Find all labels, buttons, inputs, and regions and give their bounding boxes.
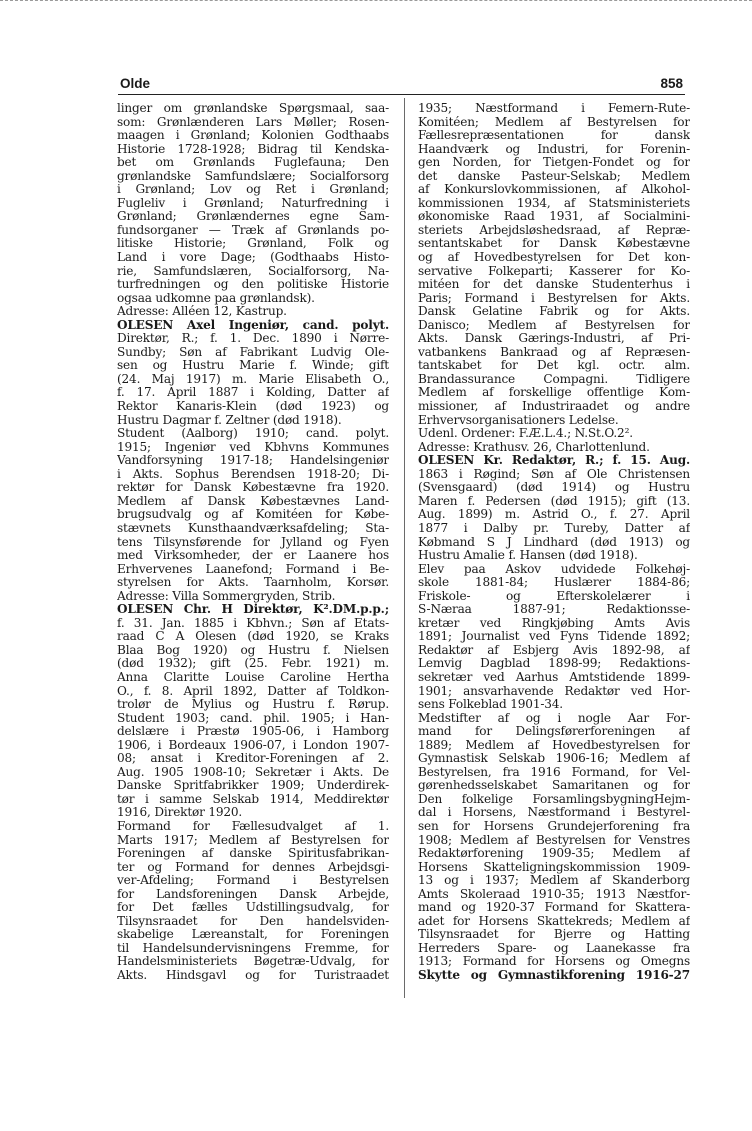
text-line: Elev paa Askov udvidede Folkehøj- [418, 562, 690, 576]
text-line: Akts. Hindsgavl og for Turistraadet [117, 969, 389, 982]
text-line: Redaktørforening 1909-35; Medlem af [418, 847, 690, 861]
text-line: skole 1881-84; Huslærer 1884-86; [418, 576, 690, 590]
text-line: tens Tilsynsførende for Jylland og Fyen [117, 535, 389, 549]
text-line: OLESEN Chr. H Direktør, K².DM.p.p.; [117, 603, 389, 617]
text-line: (24. Maj 1917) m. Marie Elisabeth O., [117, 372, 389, 386]
text-line: missioner, af Industriraadet og andre [418, 400, 690, 414]
page-number: 858 [660, 76, 683, 91]
text-line: Tilsynsraadet for Den handelsviden- [117, 914, 389, 928]
text-line: Grønland; Grønlændernes egne Sam- [117, 210, 389, 224]
text-line: sens Folkeblad 1901-34. [418, 698, 563, 712]
text-line: Erhvervsorganisationers Ledelse. [418, 413, 619, 427]
text-line: 1891; Journalist ved Fyns Tidende 1892; [418, 630, 690, 644]
text-line: som: Grønlænderen Lars Møller; Rosen- [117, 115, 389, 129]
text-line: ter og Formand for dennes Arbejdsgi- [117, 860, 389, 874]
text-line: (død 1932); gift (25. Febr. 1921) m. [117, 657, 389, 671]
text-line: Akts. Dansk Gærings-Industri, af Pri- [418, 332, 690, 346]
text-line: Komitéen; Medlem af Bestyrelsen for [418, 115, 690, 129]
text-line: Anna Claritte Louise Caroline Hertha [117, 670, 389, 684]
text-line: 08; ansat i Kreditor-Foreningen af 2. [117, 752, 389, 766]
text-line: Formand for Fællesudvalget af 1. [117, 819, 389, 833]
text-line: Tilsynsraadet for Bjerre og Hatting [418, 928, 690, 942]
text-line: i Grønland; Lov og Ret i Grønland; [117, 183, 389, 197]
text-line: Bestyrelsen, fra 1916 Formand, for Vel- [418, 765, 690, 779]
text-line: O., f. 8. April 1892, Datter af Toldkon- [117, 684, 389, 698]
text-line: adet for Horsens Skattekreds; Medlem af [418, 914, 690, 928]
text-line: 1863 i Røgind; Søn af Ole Christensen [418, 467, 690, 481]
text-line: Student (Aalborg) 1910; cand. polyt. [117, 427, 389, 441]
text-line: Foreningen af danske Spiritusfabrikan- [117, 847, 389, 861]
text-line: 1877 i Dalby pr. Tureby, Datter af [418, 521, 690, 535]
text-line: Aug. 1899) m. Astrid O., f. 27. April [418, 508, 690, 522]
text-line: Sundby; Søn af Fabrikant Ludvig Ole- [117, 345, 389, 359]
text-line: Medlem af forskellige offentlige Kom- [418, 386, 690, 400]
text-line: Vandforsyning 1917-18; Handelsingeniør [117, 454, 389, 468]
text-line: stævnets Kunsthaandværksafdeling; Sta- [117, 521, 389, 535]
text-line: brugsudvalg og af Komitéen for Købe- [117, 508, 389, 522]
text-line: Udenl. Ordener: F.Æ.L.4.; N.St.O.2². [418, 427, 633, 441]
text-line: 1889; Medlem af Hovedbestyrelsen for [418, 738, 690, 752]
left-text-column [117, 102, 389, 1127]
text-line: 1935; Næstformand i Femern-Rute- [418, 102, 690, 115]
text-line: Brandassurance Compagni. Tidligere [418, 372, 690, 386]
text-line: (Svensgaard) (død 1914) og Hustru [418, 481, 690, 495]
column-divider [404, 98, 405, 998]
text-line: for Det fælles Udstillingsudvalg, for [117, 901, 389, 915]
text-line: til Handelsundervisningens Fremme, for [117, 941, 389, 955]
text-line: Skytte og Gymnastikforening 1916-27 [418, 969, 690, 982]
text-line: mand for Delingsførerforeningen af [418, 725, 690, 739]
text-line: S-Næraa 1887-91; Redaktionsse- [418, 603, 690, 617]
text-line: Dansk Gelatine Fabrik og for Akts. [418, 305, 690, 319]
text-line: rektør for Dansk Købestævne fra 1920. [117, 481, 389, 495]
text-line: 1906, i Bordeaux 1906-07, i London 1907- [117, 738, 389, 752]
text-line: Adresse: Villa Sommergryden, Strib. [117, 589, 336, 603]
text-line: tør i samme Selskab 1914, Meddirektør [117, 792, 389, 806]
text-line: vatbankens Bankraad og af Repræsen- [418, 345, 690, 359]
text-line: Handelsministeriets Bøgetræ-Udvalg, for [117, 955, 389, 969]
text-line: fundsorganer — Træk af Grønlands po- [117, 223, 389, 237]
text-line: 1913; Formand for Horsens og Omegns [418, 955, 690, 969]
text-line: f. 31. Jan. 1885 i Kbhvn.; Søn af Etats- [117, 616, 389, 630]
text-line: med Virksomheder, der er Laanere hos [117, 549, 389, 563]
text-line: servative Folkeparti; Kasserer for Ko- [418, 264, 690, 278]
text-line: Amts Skoleraad 1910-35; 1913 Næstfor- [418, 887, 690, 901]
text-line: maagen i Grønland; Kolonien Godthaabs [117, 129, 389, 143]
text-line: delslære i Præstø 1905-06, i Hamborg [117, 725, 389, 739]
text-line: Friskole- og Efterskolelærer i [418, 589, 690, 603]
text-line: Adresse: Krathusv. 26, Charlottenlund. [418, 440, 650, 454]
text-line: og af Hovedbestyrelsen for Det kon- [418, 251, 690, 265]
text-line: Gymnastisk Selskab 1906-16; Medlem af [418, 752, 690, 766]
text-line: raad C A Olesen (død 1920, se Kraks [117, 630, 389, 644]
text-line: Adresse: Alléen 12, Kastrup. [117, 305, 287, 319]
text-line: trolør de Mylius og Hustru f. Rørup. [117, 698, 389, 712]
text-line: sekretær ved Aarhus Amtstidende 1899- [418, 670, 690, 684]
text-line: styrelsen for Akts. Taarnholm, Korsør. [117, 576, 389, 590]
text-line: Fællesrepræsentationen for dansk [418, 129, 690, 143]
text-line: litiske Historie; Grønland, Folk og [117, 237, 389, 251]
text-line: 1915; Ingeniør ved Kbhvns Kommunes [117, 440, 389, 454]
text-line: Købmand S J Lindhard (død 1913) og [418, 535, 690, 549]
text-line: sen og Hustru Marie f. Winde; gift [117, 359, 389, 373]
text-line: for Landsforeningen Dansk Arbejde, [117, 887, 389, 901]
text-line: linger om grønlandske Spørgsmaal, saa- [117, 102, 389, 115]
text-line: sen for Horsens Grundejerforening fra [418, 819, 690, 833]
text-line: grønlandske Samfundslære; Socialforsorg [117, 169, 389, 183]
text-line: Land i vore Dage; (Godthaabs Histo- [117, 251, 389, 265]
text-line: Blaa Bog 1920) og Hustru f. Nielsen [117, 643, 389, 657]
text-line: Student 1903; cand. phil. 1905; i Han- [117, 711, 389, 725]
text-line: Redaktør af Esbjerg Avis 1892-98, af [418, 643, 690, 657]
text-line: Erhvervenes Laanefond; Formand i Be- [117, 562, 389, 576]
text-line: Historie 1728-1928; Bidrag til Kendska- [117, 142, 389, 156]
text-line: kretær ved Ringkjøbing Amts Avis [418, 616, 690, 630]
text-line: Hustru Amalie f. Hansen (død 1918). [418, 549, 638, 563]
page-top-edge [0, 0, 752, 1]
text-line: skabelige Læreanstalt, for Foreningen [117, 928, 389, 942]
text-line: OLESEN Kr. Redaktør, R.; f. 15. Aug. [418, 454, 690, 468]
text-line: Maren f. Pedersen (død 1915); gift (13. [418, 494, 690, 508]
text-line: i Akts. Sophus Berendsen 1918-20; Di- [117, 467, 389, 481]
text-line: turfredningen og den politiske Historie [117, 278, 389, 292]
text-line: gørenhedsselskabet Samaritanen og for [418, 779, 690, 793]
text-line: Rektor Kanaris-Klein (død 1923) og [117, 400, 389, 414]
text-line: Den folkelige ForsamlingsbygningHejm- [418, 792, 690, 806]
text-line: Fugleliv i Grønland; Naturfredning i [117, 196, 389, 210]
text-line: gen Norden, for Tietgen-Fondet og for [418, 156, 690, 170]
text-line: Danisco; Medlem af Bestyrelsen for [418, 318, 690, 332]
text-line: 1901; ansvarhavende Redaktør ved Hor- [418, 684, 690, 698]
text-line: tantskabet for Det kgl. octr. alm. [418, 359, 690, 373]
text-line: Horsens Skatteligningskommission 1909- [418, 860, 690, 874]
header-rule [118, 94, 685, 95]
text-line: 1916, Direktør 1920. [117, 806, 243, 820]
right-text-column [418, 102, 690, 1127]
text-line: Hustru Dagmar f. Zeltner (død 1918). [117, 413, 342, 427]
text-line: f. 17. April 1887 i Kolding, Datter af [117, 386, 389, 400]
text-line: mitéen for det danske Studenterhus i [418, 278, 690, 292]
text-line: Paris; Formand i Bestyrelsen for Akts. [418, 291, 690, 305]
text-line: rie, Samfundslæren, Socialforsorg, Na- [117, 264, 389, 278]
text-line: økonomiske Raad 1931, af Socialmini- [418, 210, 690, 224]
text-line: mand og 1920-37 Formand for Skattera- [418, 901, 690, 915]
text-line: ver-Afdeling; Formand i Bestyrelsen [117, 874, 389, 888]
text-line: ogsaa udkomne paa grønlandsk). [117, 291, 315, 305]
text-line: bet om Grønlands Fuglefauna; Den [117, 156, 389, 170]
text-line: Danske Spritfabrikker 1909; Underdirek- [117, 779, 389, 793]
text-line: Herreders Spare- og Laanekasse fra [418, 941, 690, 955]
text-line: Haandværk og Industri, for Forenin- [418, 142, 690, 156]
text-line: Medlem af Dansk Købestævnes Land- [117, 494, 389, 508]
text-line: Marts 1917; Medlem af Bestyrelsen for [117, 833, 389, 847]
text-line: steriets Arbejdsløshedsraad, af Repræ- [418, 223, 690, 237]
text-line: Direktør, R.; f. 1. Dec. 1890 i Nørre- [117, 332, 389, 346]
text-line: dal i Horsens, Næstformand i Bestyrel- [418, 806, 690, 820]
text-line: OLESEN Axel Ingeniør, cand. polyt. [117, 318, 389, 332]
text-line: 13 og i 1937; Medlem af Skanderborg [418, 874, 690, 888]
text-line: Medstifter af og i nogle Aar For- [418, 711, 690, 725]
text-line: sentantskabet for Dansk Købestævne [418, 237, 690, 251]
text-line: af Konkurslovkommissionen, af Alkohol- [418, 183, 690, 197]
text-line: 1908; Medlem af Bestyrelsen for Venstres [418, 833, 690, 847]
text-line: Lemvig Dagblad 1898-99; Redaktions- [418, 657, 690, 671]
running-head [120, 76, 683, 96]
text-line: kommissionen 1934, af Statsministeriets [418, 196, 690, 210]
page-header-title: Olde [120, 76, 151, 91]
text-line: det danske Pasteur-Selskab; Medlem [418, 169, 690, 183]
text-line: Aug. 1905 1908-10; Sekretær i Akts. De [117, 765, 389, 779]
